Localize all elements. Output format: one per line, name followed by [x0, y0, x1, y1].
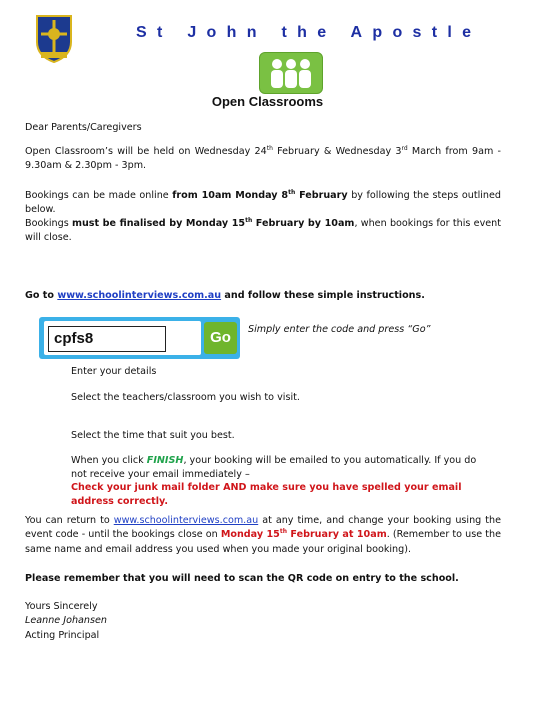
p4-a: You can return to: [25, 515, 114, 526]
closing: Yours Sincerely: [25, 601, 98, 612]
p2-a: Bookings can be made online: [25, 190, 173, 201]
go-button[interactable]: Go: [204, 322, 237, 354]
p4-c: . (Remember to use the same name and email address you used when you made your original booking).: [25, 529, 502, 555]
p3-b2: February by 10am: [252, 218, 355, 229]
step-finish: [71, 454, 491, 508]
s4-b: , your booking will be emailed to you automatically. If you do not receive your email immediately –: [71, 455, 477, 480]
p4-red-sup: th: [279, 528, 287, 536]
goto-instructions: [25, 289, 501, 303]
qr-note: Please remember that you will need to scan the QR code on entry to the school.: [25, 573, 459, 584]
people-group-icon: [259, 52, 323, 94]
paragraph-bookings-open: [25, 189, 501, 218]
page-title: Open Classrooms: [211, 94, 324, 109]
signatory-role: Acting Principal: [25, 630, 100, 641]
paragraph-dates: [25, 145, 501, 174]
p2-b: from 10am Monday 8: [172, 190, 289, 201]
event-code-widget: [39, 317, 240, 359]
step-select-time: Select the time that suit you best.: [71, 430, 235, 441]
signatory-name: Leanne Johansen: [25, 615, 107, 626]
goto-b: and follow these simple instructions.: [221, 290, 425, 301]
p3-a: Bookings: [25, 218, 72, 229]
p2-c: by following the steps outlined below.: [25, 190, 501, 216]
code-hint: Simply enter the code and press “Go”: [248, 324, 431, 335]
p1-b: February & Wednesday 3: [272, 146, 402, 157]
step-select-teachers: Select the teachers/classroom you wish to visit.: [71, 392, 300, 403]
event-code-field[interactable]: cpfs8: [48, 326, 166, 352]
p1-a-sup: th: [266, 144, 273, 152]
p4-b: at any time, and change your booking using the event code - until the bookings close on: [25, 515, 501, 541]
s4-a: When you click: [71, 455, 147, 466]
paragraph-bookings-close: [25, 217, 501, 246]
school-crest-icon: [33, 12, 75, 64]
p2-b2: February: [295, 190, 348, 201]
goto-a: Go to: [25, 290, 58, 301]
p4-red-b: February at 10am: [287, 529, 387, 541]
schoolinterviews-link[interactable]: www.schoolinterviews.com.au: [57, 290, 222, 301]
schoolinterviews-link-2[interactable]: www.schoolinterviews.com.au: [113, 515, 259, 526]
p1-c: March from 9am - 9.30am & 2.30pm - 3pm.: [25, 146, 502, 172]
finish-word: FINISH: [146, 455, 184, 466]
code-input-area: [44, 321, 201, 355]
p2-b-sup: th: [288, 188, 296, 196]
step-enter-details: Enter your details: [71, 366, 157, 377]
paragraph-return: [25, 514, 501, 557]
p3-b: must be finalised by Monday 15: [71, 218, 246, 229]
p4-red-a: Monday 15: [220, 529, 280, 541]
p3-b-sup: th: [245, 216, 253, 224]
p3-c: , when bookings for this event will close.: [25, 218, 501, 244]
p1-b-sup: rd: [401, 144, 408, 152]
p1-a: Open Classroom’s will be held on Wednesday 24: [25, 146, 267, 157]
school-name: St John the Apostle: [136, 24, 482, 41]
greeting: Dear Parents/Caregivers: [25, 122, 142, 133]
junk-mail-warning: Check your junk mail folder AND make sure you have spelled your email address correctly.: [71, 482, 462, 507]
